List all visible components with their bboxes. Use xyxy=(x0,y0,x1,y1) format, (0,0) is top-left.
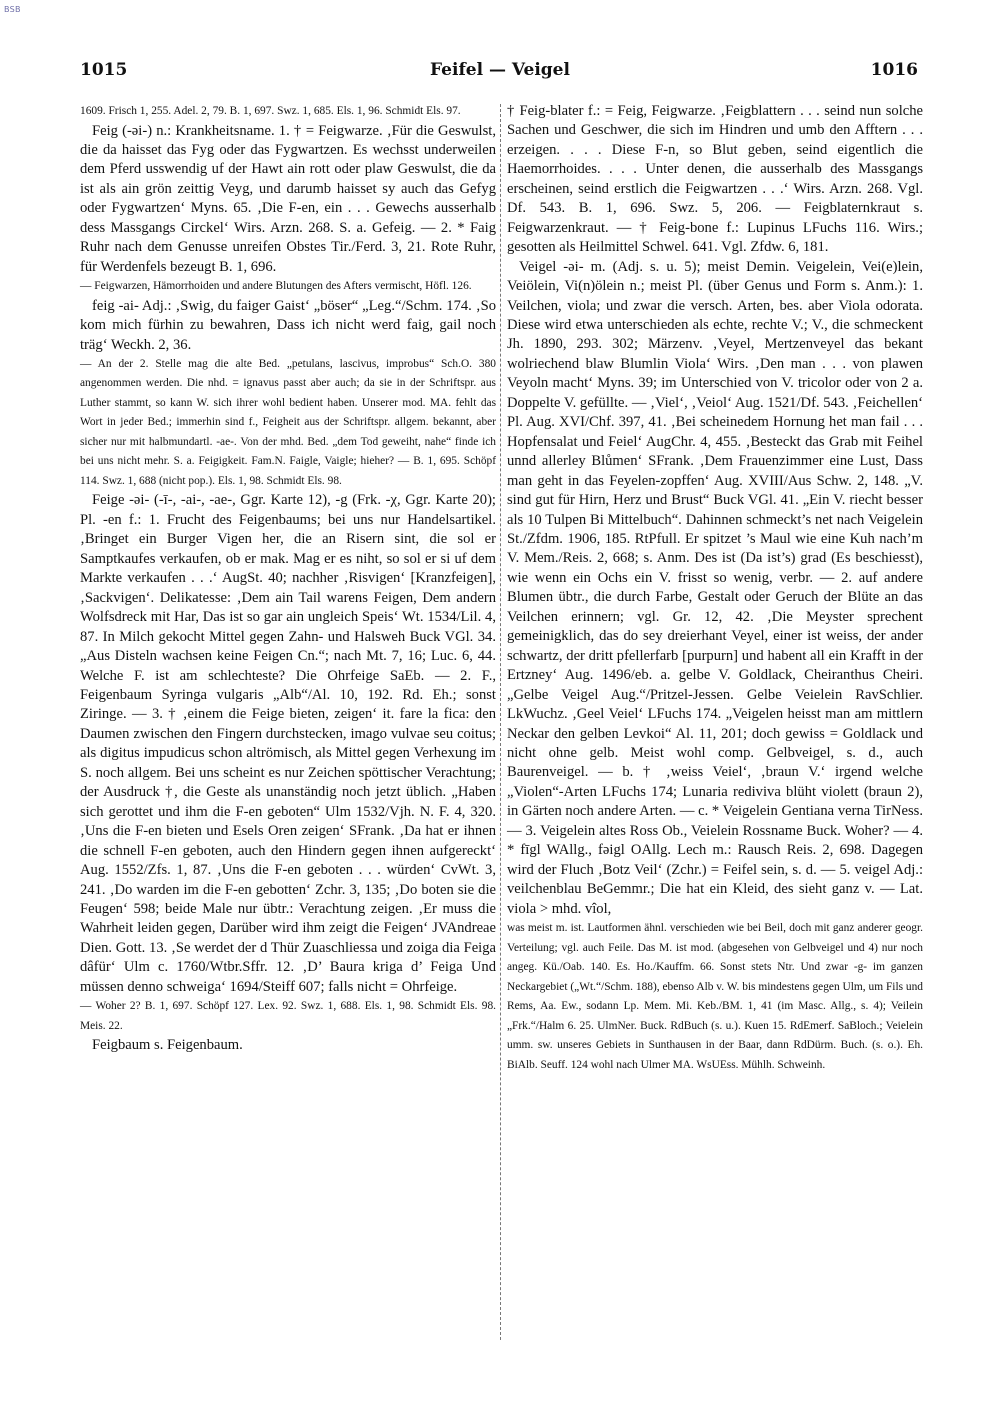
bsb-stamp: BSB xyxy=(4,5,21,14)
entry-feige: Feige -əi- (-ī-, -ai-, -ae-, Ggr. Karte 12), -g (Frk. -χ, Ggr. Karte 20); Pl. -en f.: 1. Frucht des Feigenbaums; bei uns nur Handelsartikel. ‚Bringet ein Burger Vigen her, die an Risern sint, die sol er Samptkaufes verkaufen, ob er mak. Mag er es niht, so sol er si uf dem Markte verkaufen . . .‘ AugSt. 40; nachher ‚Risvigen‘ [Kranzfeigen], ‚Sackvigen‘. Delikatesse: ‚Dem ain Tail warens Feigen, Dem andern Wolfsdreck mit Har, Das ist so gar ain ungleich Speis‘ Wt. 1534/Lil. 4, 87. In Milch gekocht Mittel gegen Zahn- und Halsweh Buck VGl. 34. „Aus Disteln wachsen keine Feigen Cn.“; nach Mt. 7, 16; Luc. 6, 44. Welche F. ist am schlechteste? Die Ohrfeige SaEb. — 2. F., Feigenbaum Syringa vulgaris „Alb“/Al. 10, 192. Rd. Eh.; sonst Ziringe. — 3. † ‚einem die Feige bieten, zeigen‘ it. fare la fica: den Daumen zwischen den Fingern durchstecken, imago vulvae seu coitus; als digitus impudicus schon altrömisch, als Mittel gegen Verhexung im S. noch allgem. Bei uns scheint es nur Zeichen spöttischer Verachtung; der Ausdruck †, die Geste als unanständig noch jetzt üblich. „Haben sich gerottet und ihm die F-en geboten“ Ulm 1532/Vjh. N. F. 4, 320. ‚Uns die F-en bieten und Esels Oren zeigen‘ SFrank. ‚Da hat er ihnen die schnell F-en geboten, auch den Hindern gegen ihnen aufgereckt‘ Aug. 1552/Zfs. 1, 87. ‚Uns die F-en geboten . . . würden‘ CvWt. 3, 241. ‚Do warden im die F-en gebotten‘ Zchr. 3, 135; ‚Do boten sie die Feugen‘ 598; beide Male nur übtr.: Verachtung zeigen. ‚Er muss die Wahrheit leiden gegen, Darüber wird ihm zeigt die Feigen‘ JVAndreae Dien. Gott. 13. ‚Se werdet der d Thür Zuaschliessa und zoiga dia Feiga dâfür‘ Ulm c. 1760/Wtbr.Sffr. 12. ‚D’ Baura kriga d’ Feiga Und müssen denno schweiga‘ 1694/Steiff 607; falls nicht = Ohrfeige. xyxy=(80,492,496,995)
column-divider xyxy=(500,104,501,1340)
entry-feig-noun: Feig (-əi-) n.: Krankheitsname. 1. † = Feigwarze. ‚Für die Geswulst, die da haisset das Fyg oder das Fygwartzen. Es wechsst underweilen dem Pferd usswendig uf der Hawt ain rott oder plaw Geswulst, die da ist als ain grön zeittig Veyg, und darumb haisset sy auch das Gefyg oder Fygwartzen‘ Myns. 65. ‚Die F-en, ein . . . Gewechs ausserhalb dess Massgangs Circkel‘ Wirs. Arzn. 268. S. a. Gefeig. — 2. * Faig Ruhr nach dem Genusse unreifen Obstes Tir./Ferd. 3, 21. Rote Ruhr, für Werdenfels bezeugt B. 1, 696. xyxy=(80,122,496,275)
left-page-number: 1015 xyxy=(80,60,128,80)
entry-veigel: Veigel -əi- m. (Adj. s. u. 5); meist Demin. Veigelein, Vei(e)lein, Veiölein, Vi(n)ölein n.; meist Pl. (über Genus und Form s. Anm.): 1. Veilchen, viola; und zwar die versch. Arten, bes. aber Viola odorata. Diese wird etwa unterschieden als echte, rechte V.; V., die schmeckent Jh. 1890, 293. 302; Märzenv. ‚Veyel, Mertzenveyel das bekant wolriechend blaw Blumlin Viola‘ Wirs. ‚Den man . . . von plawen Veyoln macht‘ Myns. 39; im Unterschied von V. tricolor oder von 2 a. Doppelte V. gefüllte. — ‚Viel‘, ‚Veiol‘ Aug. 1521/Df. 543. ‚Feichellen‘ Pl. Aug. XVI/Chf. 397, 41. ‚Bei scheinedem Hornung het man fail . . . Hopfensalat und Feiel‘ AugChr. 4, 455. ‚Besteckt das Grab mit Feihel unnd allerley Blůmen‘ SFrank. ‚Dem Frauenzimmer eine Lust, Dass man geht in das Feyelen-zopffen‘ Aug. XVIII/Aus Schw. 2, 148. „V. sind gut für Hirn, Herz und Brust“ Buck VGl. 41. „Ein V. riecht besser als 10 Tulpen Bi Mittelbuch“. Dahinnen schmeckt’s net nach Veigelein St./Zfdm. 1906, 185. RtPfull. Er spitzet ’s Maul wie eine Kuh nach’m V. Mem./Reis. 2, 668; s. Anm. Des ist (Da ist’s) grad (Es beschiesst), wie wenn ein Ochs ein V. frisst so wenig, verbr. — 2. auf andere Blumen übtr., die durch Farbe, Gestalt oder Geruch der Blüte an das Veilchen erinnern; vgl. Gr. 12, 42. ‚Die Meyster sprechent gemeinigklich, das do sey dreierhant Veyel, einer ist weiss, der ander schwartz, der dritt pfellerfarb [purpurn] und habent all ein Krafft in der Ertzney‘ Aug. 1496/eb. a. gelbe V. Goldlack, Cheiranthus Cheiri. „Gelbe Veigel Aug.“/Pritzel-Jessen. Gelbe Veielein RavSchlier. LkWuchz. ‚Geel Veiel‘ LFuchs 174. „Veigelen heisst man am mittlern Neckar den gelben Levkoi“ Al. 11, 201; doch gewiss = Goldlack und nicht ohne gelb. Meist wohl comp. Gelbveigel, s. d., auch Baurenveigel. — b. † ‚weiss Veiel‘, ‚braun V.‘ irgend welche „Violen“-Arten LFuchs 174; Lunaria rediviva blüht violett (braun 2), in Gärten noch andere Arten. — c. * Veigelein Gentiana verna TirNess. — 3. Veigelein altes Ross Ob., Veielein Rossname Buck. Woher? — 4. * fīgl WAllg., fəigl OAllg. Lech m.: Rausch Reis. 2, 698. Dagegen wird der Fluch ‚Botz Veil‘ (Zchr.) = Feifel sein, s. d. — 5. veigel Adj.: veilchenblau BeGemmr.; Die hat ein Kleid, des sieht ganz v. — Lat. viola > mhd. vîol, xyxy=(507,258,923,917)
paragraph: was meist m. ist. Lautformen ähnl. verschieden wie bei Beil, doch mit ganz anderer geogr. Verteilung; vgl. auch Feile. Das M. ist mod. (abgesehen von Gelbveigel und 4) nur noch angeg. Kü./Oab. 140. Es. Ho./Kauffm. 66. Sonst stets Ntr. Und zwar -g- im ganzen Neckargebiet („Wt.“/Schm. 188), ebenso Alb v. W. bis mindestens gegen Ulm, um Fils und Rems, Aa. Ew., sodann Lp. Mem. Mi. Keb./BM. 1, 41 (im Masc. Allg., s. 4); Veilein „Frk.“/Halm 6. 25. UlmNer. Buck. RdBuch (s. u.). Kuen 15. RdEmerf. SaBloch.; Veielein umm. sw. unseres Gebiets in Sunthausen in der Baar, dann RdDürm. Buch. (s. o.). Eh. BiAlb. Seuff. 124 wohl nach Ulmer MA. WsUEss. Mühlh. Schweinh. xyxy=(507,922,923,1071)
paragraph: — Woher 2? B. 1, 697. Schöpf 127. Lex. 92. Swz. 1, 688. Els. 1, 98. Schmidt Els. 98. Meis. 22. xyxy=(80,1000,496,1032)
right-page-number: 1016 xyxy=(870,60,918,80)
entry-feig-adj: feig -ai- Adj.: ‚Swig, du faiger Gaist‘ „böser“ „Leg.“/Schm. 174. ‚So kom mich fürhin zu bewahren, Dass ich nicht werd faig, gail noch träg‘ Weckh. 2, 36. xyxy=(80,297,496,353)
entry-feig-blater: † Feig-blater f.: = Feig, Feigwarze. ‚Feigblattern . . . seind nun solche Sachen und Geschwer, die sich im Hindren und umb den Afftern . . . erzeigen. . . . Diese F-n, so Blut geben, seind eigentlich die Haemorrhoides. . . . Unter denen, die ausserhalb des Massgangs erscheinen, seind erstlich die Feigwartzen . . .‘ Wirs. Arzn. 268. Vgl. Df. 543. B. 1, 696. Swz. 5, 206. — Feigblaternkraut s. Feigwarzenkraut. — † Feig-bone f.: Lupinus LFuchs 116. Wirs.; gesotten als Heilmittel Schwel. 641. Vgl. Zfdw. 6, 181. xyxy=(507,103,923,256)
running-title: Feifel — Veigel xyxy=(430,60,570,80)
paragraph: — Feigwarzen, Hämorrhoiden und andere Blutungen des Afters vermischt, Höfl. 126. xyxy=(80,280,472,293)
right-column xyxy=(507,102,923,1075)
left-column xyxy=(80,102,496,1056)
entry-feigbaum: Feigbaum s. Feigenbaum. xyxy=(92,1037,243,1054)
paragraph: — An der 2. Stelle mag die alte Bed. „petulans, lascivus, improbus“ Sch.O. 380 angenommen werden. Die nhd. = ignavus passt aber auch; da sie in der Schriftspr. aus Luther stammt, so kann W. sich ihrer wohl bedient haben. Unserer mod. MA. fehlt das Wort in jeder Bed.; immerhin sind f., Feigheit aus der Schriftspr. allgem. bekannt, aber sicher nur mit halbmundartl. -ae-. Von der mhd. Bed. „dem Tod geweiht, nahe“ finde ich bei uns nicht mehr. S. a. Feigigkeit. Fam.N. Faigle, Vaigle; hieher? — B. 1, 695. Schöpf 114. Swz. 1, 688 (nicht pop.). Els. 1, 98. Schmidt Els. 98. xyxy=(80,357,496,487)
paragraph: 1609. Frisch 1, 255. Adel. 2, 79. B. 1, 697. Swz. 1, 685. Els. 1, 96. Schmidt Els. 97. xyxy=(80,105,461,117)
